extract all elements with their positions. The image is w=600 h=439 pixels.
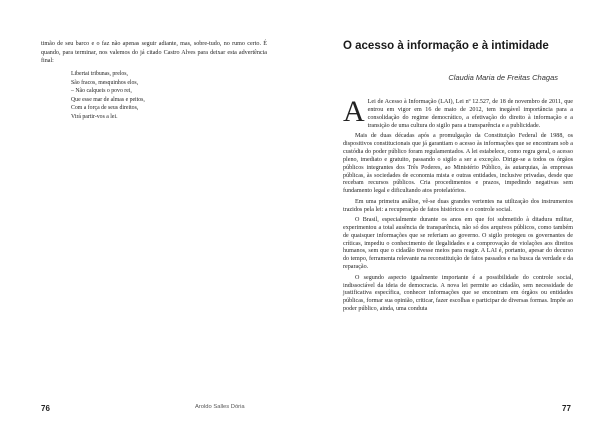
poem-quote bbox=[71, 70, 251, 121]
article-author: Claudia Maria de Freitas Chagas bbox=[448, 73, 558, 82]
article-paragraph: Em uma primeira análise, vê-se duas grandes vertentes na utilização dos instrumentos trazidos pela lei: a recuperação de fatos históricos e o controle social. bbox=[343, 198, 573, 213]
poem-line: Virá partir-vos a lei. bbox=[71, 113, 118, 120]
intro-paragraph: timão de seu barco e o faz não apenas seguir adiante, mas, sobre-tudo, no rumo certo. É quando, para terminar, nos valemos do já citado Castro Alves para deixar esta advertência final: bbox=[41, 41, 267, 65]
poem-line: Que esse mar de almas e peitos, bbox=[71, 96, 145, 103]
left-page-intro-text bbox=[41, 40, 267, 66]
article-paragraph: O segundo aspecto igualmente importante é a possibilidade do controle social, indissociável da ideia de democracia. A nova lei permite ao cidadão, sem necessidade de justificativa específica, conhecer informações que se encontram em órgãos ou entidades públicas, formar sua opinião, criticar, fazer escolhas e participar de diversas formas. Impõe ao poder público, ainda, uma conduta bbox=[343, 274, 573, 313]
poem-line: São fracos, mesquinhos elos, bbox=[71, 79, 139, 86]
poem-line: Com a força de seus direitos, bbox=[71, 105, 139, 111]
article-paragraph: O Brasil, especialmente durante os anos em que foi submetido à ditadura militar, experimentou a total ausência de transparência, não só dos arquivos públicos, como também de quaisquer informações que se referiam ao governo. O sigilo protegeu os governantes de críticas, impediu o conhecimento de ilegalidades e a comprovação de violações aos direitos humanos, sem que o cidadão tivesse meios para reagir. A LAI é, portanto, apesar do decurso do tempo, ferramenta relevante na reconstituição de fatos passados e na busca da verdade e da reparação. bbox=[343, 216, 573, 271]
article-paragraph: Lei de Acesso à Informação (LAI), Lei nº 12.527, de 18 de novembro de 2011, que entrou em vigor em 16 de maio de 2012, tem inegável importância para a consolidação do regime democrático, a efetivação do direito à informação e a transição de uma cultura do sigilo para a transparência e a publicidade. bbox=[367, 99, 573, 129]
article-body bbox=[343, 95, 573, 317]
article-paragraph: Mais de duas décadas após a promulgação da Constituição Federal de 1988, os dispositivos constitucionais que já garantiam o acesso às informações que se encontram sob a custódia do poder público foram regulamentados. A lei estabelece, como regra geral, o acesso pleno, imediato e gratuito, passando o sigilo a ser a exceção. Dirige-se a todos os órgãos públicos integrantes dos Três Poderes, ao Ministério Público, às autarquias, às empresas públicas, às sociedades de economia mista e outras entidades, inclusive privadas, desde que recebam recursos públicos. Cria procedimentos e prazos, impedindo negativas sem fundamento legal e dificultando atos protelatórios. bbox=[343, 133, 573, 195]
footer-author: Aroldo Salles Dória bbox=[195, 404, 245, 410]
poem-line: – Não calqueis o povo rei, bbox=[71, 88, 132, 94]
right-page-number: 77 bbox=[562, 404, 571, 413]
article-title: O acesso à informação e à intimidade bbox=[343, 40, 549, 52]
drop-cap: A bbox=[343, 95, 365, 128]
left-page-number: 76 bbox=[41, 404, 50, 413]
poem-line: Libertai tribunas, prelos, bbox=[71, 71, 128, 77]
